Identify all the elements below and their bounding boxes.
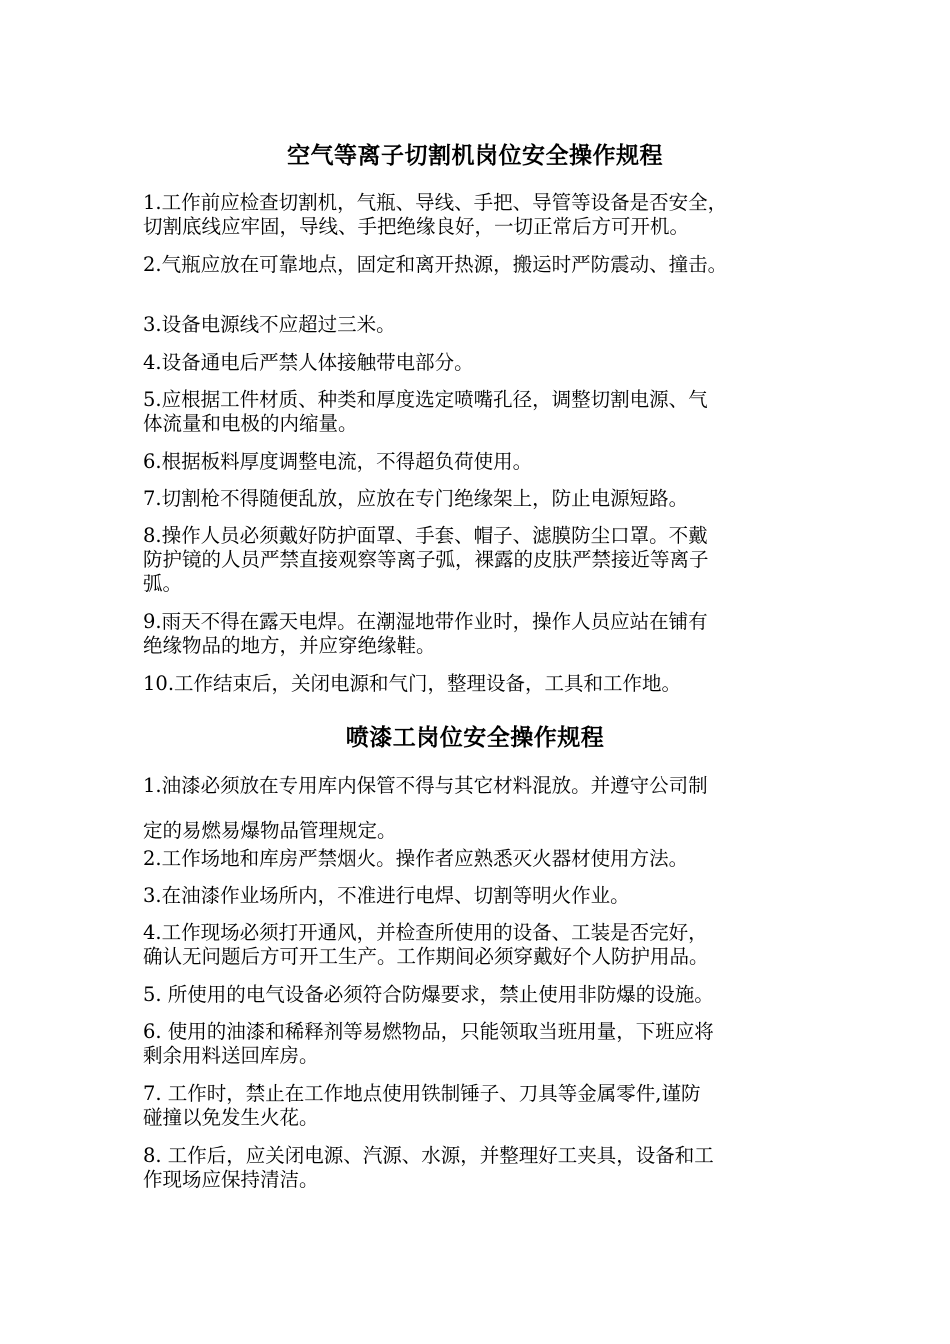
list-item: 1.工作前应检查切割机，气瓶、导线、手把、导管等设备是否安全， 切割底线应牢固，导线、手把绝缘良好，一切正常后方可开机。 <box>143 191 728 238</box>
list-item: 6.根据板料厚度调整电流，不得超负荷使用。 <box>143 450 533 473</box>
list-item: 2.工作场地和库房严禁烟火。操作者应熟悉灭火器材使用方法。 <box>143 847 689 870</box>
list-item: 5. 所使用的电气设备必须符合防爆要求，禁止使用非防爆的设施。 <box>143 983 714 1006</box>
list-item: 3.在油漆作业场所内，不准进行电焊、切割等明火作业。 <box>143 884 630 907</box>
list-item: 7.切割枪不得随便乱放，应放在专门绝缘架上，防止电源短路。 <box>143 487 689 510</box>
list-item: 3.设备电源线不应超过三米。 <box>143 313 396 336</box>
list-item: 8.操作人员必须戴好防护面罩、手套、帽子、滤膜防尘口罩。不戴 防护镜的人员严禁直接观察等离子弧，裸露的皮肤严禁接近等离子 弧。 <box>143 524 709 595</box>
section-title-plasma: 空气等离子切割机岗位安全操作规程 <box>287 143 663 169</box>
list-item: 8. 工作后，应关闭电源、汽源、水源，并整理好工夹具，设备和工 作现场应保持清洁。 <box>143 1144 714 1191</box>
list-item: 10.工作结束后，关闭电源和气门，整理设备，工具和工作地。 <box>143 672 682 695</box>
list-item: 4.设备通电后严禁人体接触带电部分。 <box>143 351 474 374</box>
list-item: 9.雨天不得在露天电焊。在潮湿地带作业时，操作人员应站在铺有 绝缘物品的地方，并应穿绝缘鞋。 <box>143 610 708 657</box>
section-title-painting: 喷漆工岗位安全操作规程 <box>345 725 605 751</box>
list-item: 7. 工作时，禁止在工作地点使用铁制锤子、刀具等金属零件,谨防 碰撞以免发生火花。 <box>143 1082 701 1129</box>
list-item: 1.油漆必须放在专用库内保管不得与其它材料混放。并遵守公司制 定的易燃易爆物品管理规定。 <box>143 774 708 842</box>
list-item: 6. 使用的油漆和稀释剂等易燃物品，只能领取当班用量，下班应将 剩余用料送回库房。 <box>143 1020 714 1067</box>
list-item: 2.气瓶应放在可靠地点，固定和离开热源，搬运时严防震动、撞击。 <box>143 253 728 276</box>
list-item: 5.应根据工件材质、种类和厚度选定喷嘴孔径，调整切割电源、气 体流量和电极的内缩量。 <box>143 388 708 435</box>
list-item: 4.工作现场必须打开通风，并检查所使用的设备、工装是否完好， 确认无问题后方可开工生产。工作期间必须穿戴好个人防护用品。 <box>143 921 709 968</box>
